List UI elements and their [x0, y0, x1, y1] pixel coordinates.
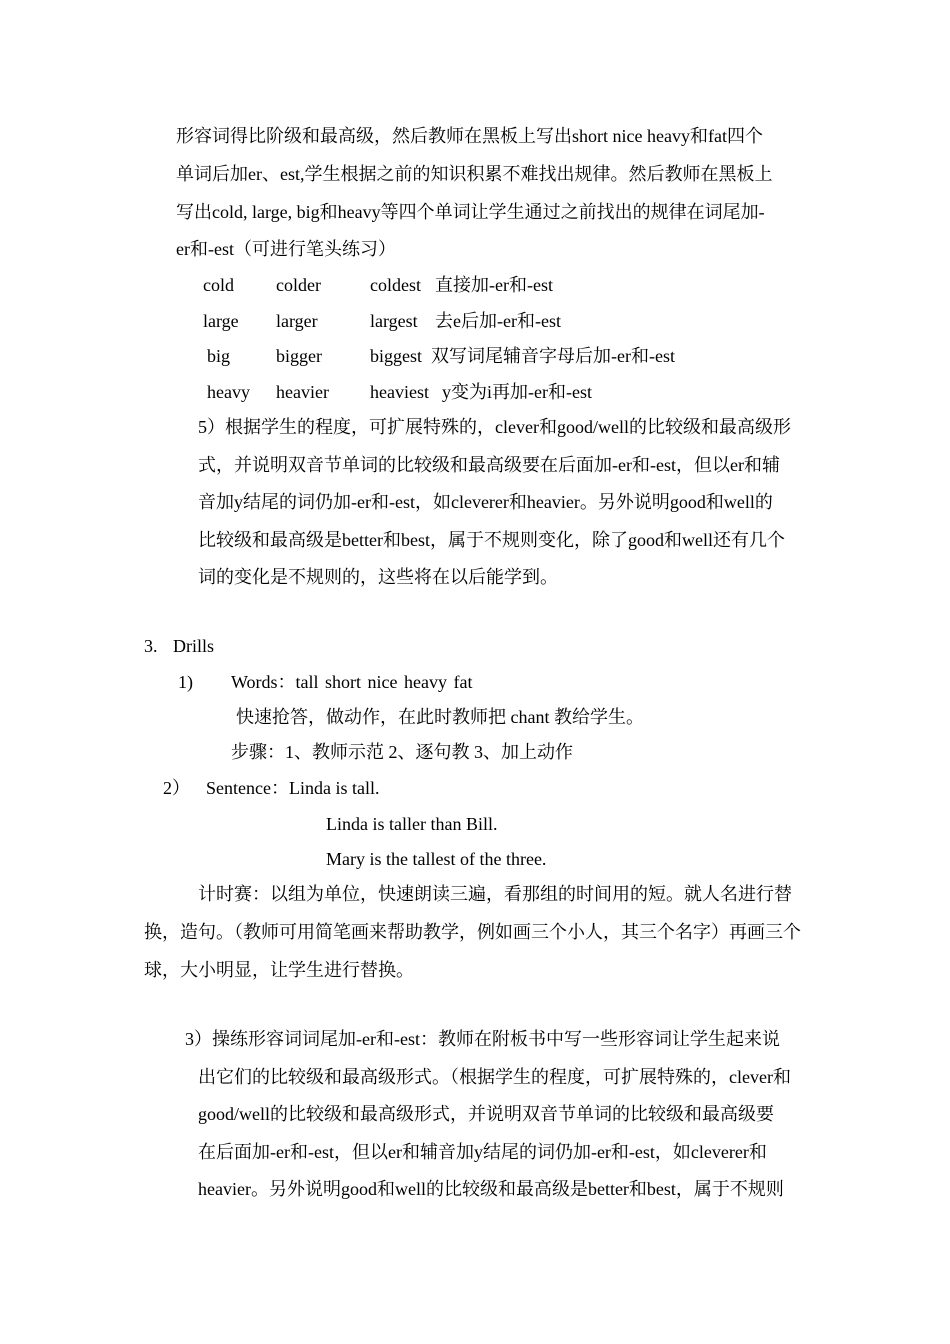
drill-item2-number: 2） — [163, 778, 190, 798]
comparative-word: bigger — [276, 346, 322, 366]
drill-item2-sentence-2: Linda is taller than Bill. — [326, 814, 498, 834]
superlative-word: biggest — [370, 346, 422, 366]
step3-line: good/well的比较级和最高级形式，并说明双音节单词的比较级和最高级要 — [198, 1104, 774, 1124]
superlative-word: coldest — [370, 275, 421, 295]
timer-line: 计时赛：以组为单位，快速朗读三遍，看那组的时间用的短。就人名进行替 — [198, 884, 792, 904]
base-word: large — [203, 311, 239, 331]
drill-item2-sentence: Sentence：Linda is tall. — [206, 778, 380, 798]
timer-line: 球，大小明显，让学生进行替换。 — [144, 960, 414, 980]
timer-line: 换，造句。（教师可用简笔画来帮助教学，例如画三个小人，其三个名字）再画三个 — [144, 922, 801, 942]
drill-item2-sentence-3: Mary is the tallest of the three. — [326, 849, 547, 869]
rule-text: 去e后加-er和-est — [435, 311, 561, 331]
step3-line: 出它们的比较级和最高级形式。（根据学生的程度，可扩展特殊的，clever和 — [198, 1067, 791, 1087]
rule-text: 直接加-er和-est — [435, 275, 553, 295]
intro-line: 写出cold, large, big和heavy等四个单词让学生通过之前找出的规律在词尾加- — [176, 202, 765, 222]
drill-item1-steps: 步骤：1、教师示范 2、逐句教 3、加上动作 — [231, 742, 573, 762]
base-word: heavy — [207, 382, 250, 402]
step3-line: heavier。另外说明good和well的比较级和最高级是better和best，属于不规则 — [198, 1179, 784, 1199]
step3-line: 在后面加-er和-est，但以er和辅音加y结尾的词仍加-er和-est，如cleverer和 — [198, 1142, 767, 1162]
comparative-word: larger — [276, 311, 318, 331]
step5-line: 式，并说明双音节单词的比较级和最高级要在后面加-er和-est，但以er和辅 — [198, 455, 780, 475]
comparative-word: heavier — [276, 382, 329, 402]
step5-line: 音加y结尾的词仍加-er和-est，如cleverer和heavier。另外说明good和well的 — [198, 492, 773, 512]
rule-text: 双写词尾辅音字母后加-er和-est — [431, 346, 675, 366]
drill-item1-words: Words：tall short nice heavy fat — [231, 672, 473, 692]
intro-line: 单词后加er、est,学生根据之前的知识积累不难找出规律。然后教师在黑板上 — [176, 164, 773, 184]
step5-line: 词的变化是不规则的，这些将在以后能学到。 — [198, 567, 558, 587]
superlative-word: largest — [370, 311, 418, 331]
comparative-word: colder — [276, 275, 321, 295]
intro-line: er和-est（可进行笔头练习） — [176, 239, 396, 259]
rule-text: y变为i再加-er和-est — [442, 382, 592, 402]
intro-line: 形容词得比阶级和最高级，然后教师在黑板上写出short nice heavy和fat四个 — [176, 126, 763, 146]
step3-line: 3）操练形容词词尾加-er和-est：教师在附板书中写一些形容词让学生起来说 — [185, 1029, 780, 1049]
step5-line: 比较级和最高级是better和best，属于不规则变化，除了good和well还有几个 — [198, 530, 785, 550]
drill-item1-number: 1) — [178, 672, 193, 692]
base-word: big — [207, 346, 231, 366]
step5-line: 5）根据学生的程度，可扩展特殊的，clever和good/well的比较级和最高级形 — [198, 417, 791, 437]
drills-heading-number: 3. — [144, 636, 158, 656]
drill-item1-instruction: 快速抢答，做动作，在此时教师把 chant 教给学生。 — [236, 707, 644, 727]
base-word: cold — [203, 275, 234, 295]
superlative-word: heaviest — [370, 382, 429, 402]
drills-heading: Drills — [173, 636, 215, 656]
